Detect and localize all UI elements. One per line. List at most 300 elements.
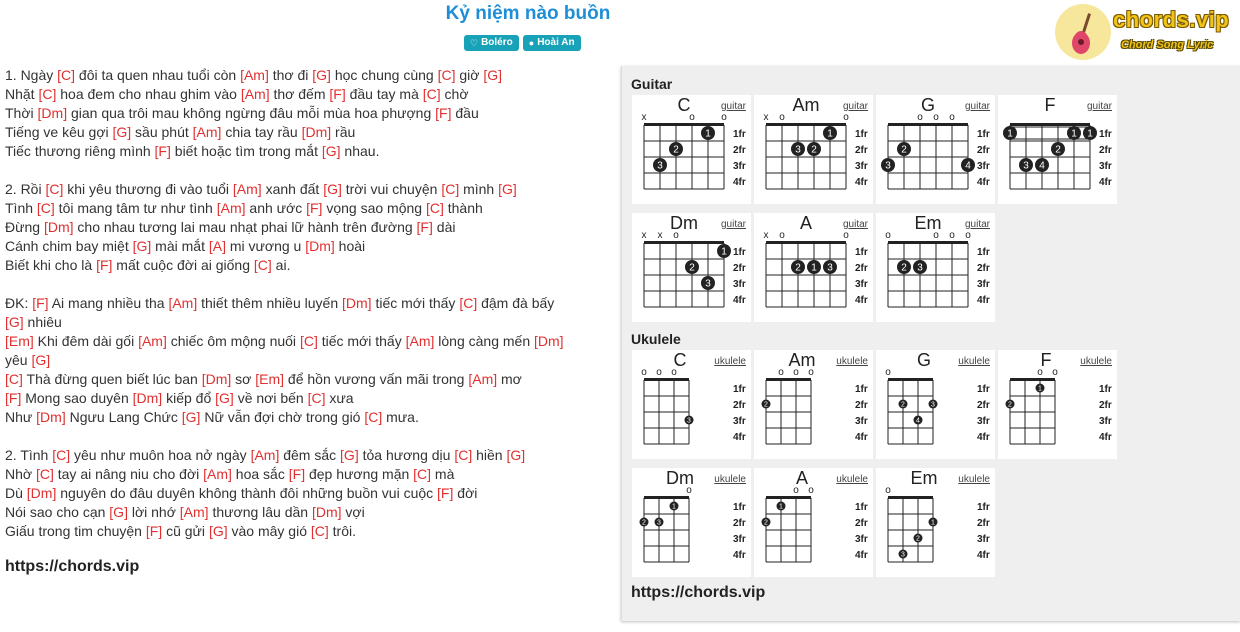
chord-diagram bbox=[754, 350, 873, 459]
open-string-marker: o bbox=[843, 230, 849, 241]
lyric-text: Thời bbox=[5, 105, 38, 121]
instrument-link[interactable]: guitar bbox=[964, 219, 990, 230]
chord-marker[interactable]: [G] bbox=[109, 504, 128, 520]
instrument-link[interactable]: ukulele bbox=[836, 474, 868, 485]
instrument-link[interactable]: guitar bbox=[720, 101, 746, 112]
nut bbox=[888, 378, 933, 381]
chord-name: Am bbox=[792, 95, 820, 115]
instrument-link[interactable]: ukulele bbox=[714, 474, 746, 485]
lyric-text: lòng càng mến bbox=[434, 333, 534, 349]
fret-label: 4fr bbox=[855, 295, 868, 306]
open-string-marker: o bbox=[779, 230, 785, 241]
nut bbox=[644, 496, 689, 499]
nut bbox=[644, 241, 724, 244]
chord-diagram bbox=[754, 213, 873, 322]
stanza-gap bbox=[5, 275, 615, 294]
chord-marker[interactable]: [Em] bbox=[5, 333, 34, 349]
chord-diagram bbox=[876, 95, 995, 204]
finger-number: 2 bbox=[1055, 144, 1061, 156]
lyric-text: học chung cùng bbox=[330, 67, 438, 83]
instrument-link[interactable]: ukulele bbox=[958, 356, 990, 367]
lyric-text: nguyên do đâu duyên không thành đôi những buồn vui cuộc bbox=[56, 485, 438, 501]
lyric-text: hoa đem cho nhau ghim vào bbox=[56, 86, 241, 102]
lyric-text: ĐK: bbox=[5, 295, 33, 311]
lyric-text: 2. Tình bbox=[5, 447, 53, 463]
lyric-text: vào mây gió bbox=[227, 523, 311, 539]
finger-number: 3 bbox=[795, 144, 801, 156]
song-badges bbox=[464, 35, 581, 51]
chord-marker[interactable]: [G] bbox=[181, 409, 201, 425]
chord-marker[interactable]: [C] bbox=[437, 67, 456, 83]
lyric-text: 2. Rồi bbox=[5, 181, 46, 197]
chord-marker[interactable]: [C] bbox=[253, 257, 272, 273]
song-title: Kỷ niệm nào buồn bbox=[445, 3, 611, 24]
lyric-line bbox=[5, 522, 615, 541]
open-string-marker: o bbox=[885, 367, 891, 378]
chord-marker[interactable]: [Dm] bbox=[37, 105, 68, 121]
chord-marker[interactable]: [F] bbox=[435, 105, 452, 121]
fret-label: 1fr bbox=[977, 502, 990, 513]
finger-number: 2 bbox=[811, 144, 817, 156]
chord-marker[interactable]: [Dm] bbox=[534, 333, 564, 349]
lyric-text: đêm sắc bbox=[279, 447, 341, 463]
chord-marker[interactable]: [Am] bbox=[240, 86, 270, 102]
fret-label: 2fr bbox=[977, 518, 990, 529]
chord-marker[interactable]: [G] bbox=[498, 181, 517, 197]
open-string-marker: o bbox=[949, 230, 955, 241]
chord-marker[interactable]: [F] bbox=[288, 466, 306, 482]
chord-marker[interactable]: [F] bbox=[416, 219, 433, 235]
chord-diagram bbox=[632, 95, 751, 204]
lyric-text: Dù bbox=[5, 485, 27, 501]
fret-label: 2fr bbox=[1099, 400, 1112, 411]
site-logo[interactable] bbox=[1055, 3, 1235, 61]
lyric-text: tiếc mới thấy bbox=[317, 333, 406, 349]
chord-name: A bbox=[799, 213, 812, 233]
lyric-text: để hồn vương vấn mãi trong bbox=[284, 371, 469, 387]
lyric-text: về nơi bến bbox=[233, 390, 308, 406]
finger-number: 1 bbox=[931, 519, 935, 527]
nut bbox=[1010, 123, 1090, 126]
chord-marker[interactable]: [C] bbox=[454, 447, 473, 463]
chord-marker[interactable]: [Dm] bbox=[36, 409, 66, 425]
lyric-line bbox=[5, 313, 615, 332]
guitar-chord-card[interactable] bbox=[876, 95, 995, 204]
chord-marker[interactable]: [Dm] bbox=[132, 390, 163, 406]
chord-marker[interactable]: [F] bbox=[5, 390, 22, 406]
fret-label: 3fr bbox=[1099, 161, 1112, 172]
lyric-text: thành bbox=[443, 200, 483, 216]
lyric-text: hoài bbox=[334, 238, 366, 254]
lyric-text: gian qua trôi mau không ngừng đâu mỗi mùa hoa phượng bbox=[67, 105, 436, 121]
lyric-text: xanh đất bbox=[261, 181, 324, 197]
fret-label: 1fr bbox=[1099, 384, 1112, 395]
nut bbox=[766, 496, 811, 499]
chord-marker[interactable]: [G] bbox=[215, 390, 234, 406]
fret-label: 2fr bbox=[855, 145, 868, 156]
fret-label: 4fr bbox=[733, 177, 746, 188]
fret-label: 1fr bbox=[855, 247, 868, 258]
lyric-line bbox=[5, 66, 615, 85]
heart-icon: ♡ bbox=[470, 38, 479, 48]
fret-label: 2fr bbox=[855, 400, 868, 411]
instrument-link[interactable]: guitar bbox=[1086, 101, 1112, 112]
lyric-text: mất cuộc đời ai giống bbox=[112, 257, 254, 273]
fret-label: 4fr bbox=[977, 295, 990, 306]
ukulele-chord-card[interactable] bbox=[998, 350, 1117, 459]
chord-marker[interactable]: [Am] bbox=[468, 371, 498, 387]
chord-marker[interactable]: [Dm] bbox=[201, 371, 232, 387]
open-string-marker: o bbox=[1037, 367, 1043, 378]
chord-marker[interactable]: [Am] bbox=[192, 124, 222, 140]
instrument-link[interactable]: guitar bbox=[720, 219, 746, 230]
lyric-text: chia tay rầu bbox=[221, 124, 302, 140]
chord-marker[interactable]: [Am] bbox=[405, 333, 435, 349]
fret-label: 1fr bbox=[733, 384, 746, 395]
lyric-text: khi yêu thương đi vào tuổi bbox=[63, 181, 233, 197]
nut bbox=[644, 378, 689, 381]
finger-number: 1 bbox=[1038, 385, 1042, 393]
chord-marker[interactable]: [F] bbox=[154, 143, 171, 159]
instrument-link[interactable]: guitar bbox=[964, 101, 990, 112]
chord-name: C bbox=[677, 95, 691, 115]
lyric-line bbox=[5, 446, 615, 465]
lyric-text: hoa sắc bbox=[231, 466, 289, 482]
fret-label: 3fr bbox=[855, 279, 868, 290]
open-string-marker: o bbox=[673, 230, 679, 241]
lyric-line bbox=[5, 389, 615, 408]
artist-label: Hoài An bbox=[537, 37, 575, 48]
lyric-text: trời vui chuyện bbox=[341, 181, 442, 197]
chord-marker[interactable]: [F] bbox=[96, 257, 113, 273]
lyric-text: Mong sao duyên bbox=[21, 390, 133, 406]
lyric-text: Thà đừng quen biết lúc ban bbox=[22, 371, 202, 387]
genre-badge[interactable] bbox=[464, 35, 519, 51]
muted-string-marker: x bbox=[763, 112, 769, 123]
chord-marker[interactable]: [Am] bbox=[216, 200, 246, 216]
guitar-chord-card[interactable] bbox=[754, 95, 873, 204]
chord-marker[interactable]: [C] bbox=[5, 371, 23, 387]
ukulele-chord-card[interactable] bbox=[754, 350, 873, 459]
chord-marker[interactable]: [G] bbox=[321, 143, 341, 159]
chord-marker[interactable]: [C] bbox=[459, 295, 478, 311]
chord-name: Dm bbox=[666, 468, 694, 488]
guitar-chord-card[interactable] bbox=[876, 213, 995, 322]
open-string-marker: o bbox=[656, 367, 662, 378]
chord-marker[interactable]: [Dm] bbox=[311, 504, 342, 520]
fret-label: 3fr bbox=[1099, 416, 1112, 427]
chord-marker[interactable]: [F] bbox=[437, 485, 454, 501]
chord-marker[interactable]: [Am] bbox=[203, 466, 232, 482]
finger-number: 3 bbox=[687, 417, 691, 425]
lyric-text: 1. Ngày bbox=[5, 67, 58, 83]
fret-label: 4fr bbox=[733, 432, 746, 443]
lyric-text: nhau. bbox=[340, 143, 380, 159]
guitar-chord-card[interactable] bbox=[998, 95, 1117, 204]
lyric-text: sầu phút bbox=[131, 124, 193, 140]
chord-name: G bbox=[916, 350, 931, 370]
chord-marker[interactable]: [C] bbox=[422, 86, 441, 102]
chord-marker[interactable]: [Am] bbox=[240, 67, 269, 83]
chord-marker[interactable]: [G] bbox=[506, 447, 526, 463]
chord-marker[interactable]: [Am] bbox=[138, 333, 167, 349]
lyric-text: vọng sao mộng bbox=[322, 200, 426, 216]
user-icon: ● bbox=[528, 38, 535, 48]
finger-number: 2 bbox=[1008, 401, 1012, 409]
fret-label: 3fr bbox=[977, 279, 990, 290]
lyric-text: sơ bbox=[231, 371, 256, 387]
lyric-text: nhiêu bbox=[23, 314, 62, 330]
chord-marker[interactable]: [C] bbox=[36, 200, 55, 216]
chord-marker[interactable]: [G] bbox=[208, 523, 228, 539]
chord-marker[interactable]: [C] bbox=[307, 390, 326, 406]
fret-label: 4fr bbox=[977, 550, 990, 561]
lyric-text: tỏa hương dịu bbox=[358, 447, 455, 463]
finger-number: 1 bbox=[827, 128, 833, 140]
chord-diagram bbox=[754, 95, 873, 204]
finger-number: 2 bbox=[673, 144, 679, 156]
finger-number: 3 bbox=[657, 519, 661, 527]
instrument-link[interactable]: ukulele bbox=[714, 356, 746, 367]
ukulele-chord-card[interactable] bbox=[876, 350, 995, 459]
lyric-text: thơ đi bbox=[268, 67, 313, 83]
fret-label: 4fr bbox=[977, 177, 990, 188]
chord-marker[interactable]: [C] bbox=[52, 447, 71, 463]
fret-label: 4fr bbox=[855, 550, 868, 561]
open-string-marker: o bbox=[808, 367, 814, 378]
open-string-marker: o bbox=[965, 230, 971, 241]
chord-marker[interactable]: [C] bbox=[299, 333, 318, 349]
open-string-marker: o bbox=[885, 230, 891, 241]
lyric-text: Như bbox=[5, 409, 37, 425]
finger-number: 2 bbox=[916, 535, 920, 543]
chord-marker[interactable]: [Dm] bbox=[342, 295, 372, 311]
lyric-text: mơ bbox=[497, 371, 522, 387]
lyric-text: Nhờ bbox=[5, 466, 36, 482]
ukulele-chord-card[interactable] bbox=[632, 350, 751, 459]
lyric-text: đầu bbox=[451, 105, 479, 121]
fret-label: 2fr bbox=[977, 263, 990, 274]
chord-marker[interactable]: [Em] bbox=[255, 371, 285, 387]
fret-label: 1fr bbox=[977, 129, 990, 140]
chord-name: G bbox=[920, 95, 935, 115]
chord-marker[interactable]: [G] bbox=[132, 238, 152, 254]
lyric-line bbox=[5, 351, 615, 370]
artist-badge[interactable] bbox=[523, 35, 581, 51]
chord-diagram bbox=[876, 468, 995, 577]
finger-number: 4 bbox=[1039, 160, 1045, 172]
chord-marker[interactable]: [C] bbox=[441, 181, 460, 197]
fret-label: 2fr bbox=[855, 518, 868, 529]
lyric-text: đời bbox=[453, 485, 478, 501]
chord-marker[interactable]: [C] bbox=[425, 200, 444, 216]
guitar-chord-card[interactable] bbox=[754, 213, 873, 322]
finger-number: 1 bbox=[811, 262, 817, 274]
chord-diagram bbox=[754, 468, 873, 577]
chord-marker[interactable]: [G] bbox=[31, 352, 51, 368]
fret-label: 3fr bbox=[733, 534, 746, 545]
chord-marker[interactable]: [G] bbox=[5, 314, 24, 330]
finger-number: 3 bbox=[705, 278, 711, 290]
instrument-link[interactable]: ukulele bbox=[836, 356, 868, 367]
nut bbox=[766, 378, 811, 381]
muted-string-marker: x bbox=[763, 230, 769, 241]
guitar-icon bbox=[1069, 11, 1101, 57]
lyric-text: mình bbox=[459, 181, 499, 197]
lyric-text: đầu tay mà bbox=[345, 86, 423, 102]
lyric-text: biết hoặc tìm trong mắt bbox=[170, 143, 322, 159]
chord-marker[interactable]: [Dm] bbox=[301, 124, 332, 140]
chord-marker[interactable]: [F] bbox=[145, 523, 163, 539]
chord-marker[interactable]: [Dm] bbox=[43, 219, 74, 235]
lyric-text: chiếc ôm mộng nuối bbox=[166, 333, 300, 349]
lyric-text: thương lâu dần bbox=[208, 504, 312, 520]
chord-marker[interactable]: [C] bbox=[413, 466, 432, 482]
finger-number: 1 bbox=[1007, 128, 1013, 140]
lyric-text: Nữ vẫn đợi chờ trong gió bbox=[200, 409, 365, 425]
finger-number: 1 bbox=[1071, 128, 1077, 140]
open-string-marker: o bbox=[1052, 367, 1058, 378]
chord-name: Em bbox=[914, 213, 942, 233]
site-url[interactable]: https://chords.vip bbox=[5, 558, 140, 575]
fret-label: 2fr bbox=[977, 145, 990, 156]
fret-label: 1fr bbox=[855, 384, 868, 395]
chord-marker[interactable]: [F] bbox=[329, 86, 346, 102]
fret-label: 2fr bbox=[855, 263, 868, 274]
chord-marker[interactable]: [Am] bbox=[250, 447, 280, 463]
finger-number: 3 bbox=[901, 551, 905, 559]
lyric-text: rầu bbox=[331, 124, 356, 140]
chord-marker[interactable]: [G] bbox=[112, 124, 132, 140]
lyric-line bbox=[5, 123, 615, 142]
chord-marker[interactable]: [F] bbox=[32, 295, 49, 311]
finger-number: 4 bbox=[965, 160, 971, 172]
finger-number: 3 bbox=[885, 160, 891, 172]
chord-marker[interactable]: [G] bbox=[483, 67, 502, 83]
chord-marker[interactable]: [C] bbox=[364, 409, 383, 425]
lyric-text: mà bbox=[431, 466, 455, 482]
lyric-line bbox=[5, 142, 615, 161]
chord-marker[interactable]: [C] bbox=[45, 181, 64, 197]
lyric-line bbox=[5, 484, 615, 503]
chord-marker[interactable]: [Am] bbox=[179, 504, 209, 520]
lyric-line bbox=[5, 332, 615, 351]
chord-marker[interactable]: [Dm] bbox=[26, 485, 57, 501]
chord-marker[interactable]: [C] bbox=[57, 67, 76, 83]
chord-marker[interactable]: [G] bbox=[323, 181, 342, 197]
chord-marker[interactable]: [Dm] bbox=[305, 238, 335, 254]
lyric-line bbox=[5, 465, 615, 484]
ukulele-chord-card[interactable] bbox=[632, 468, 751, 577]
lyric-text: thơ đếm bbox=[269, 86, 330, 102]
genre-label: Boléro bbox=[481, 37, 513, 48]
lyric-line bbox=[5, 503, 615, 522]
open-string-marker: o bbox=[933, 230, 939, 241]
panel-site-url[interactable]: https://chords.vip bbox=[631, 584, 766, 601]
chord-marker[interactable]: [Am] bbox=[168, 295, 198, 311]
finger-number: 3 bbox=[657, 160, 663, 172]
lyric-text: tiếc mới thấy bbox=[371, 295, 460, 311]
chord-marker[interactable]: [C] bbox=[35, 466, 54, 482]
chord-diagram bbox=[632, 213, 751, 322]
chord-name: Em bbox=[910, 468, 938, 488]
instrument-link[interactable]: ukulele bbox=[1080, 356, 1112, 367]
lyric-text: yêu bbox=[5, 352, 32, 368]
lyric-text: kiếp đổ bbox=[162, 390, 216, 406]
fret-label: 2fr bbox=[733, 263, 746, 274]
chord-marker[interactable]: [C] bbox=[310, 523, 329, 539]
lyric-text: anh ước bbox=[245, 200, 307, 216]
fret-label: 3fr bbox=[977, 416, 990, 427]
fret-label: 3fr bbox=[855, 161, 868, 172]
guitar-chord-card[interactable] bbox=[632, 95, 751, 204]
lyric-text: Tình bbox=[5, 200, 37, 216]
chord-diagram bbox=[632, 350, 751, 459]
fret-label: 1fr bbox=[855, 502, 868, 513]
lyric-text: Ai mang nhiều tha bbox=[48, 295, 169, 311]
open-string-marker: o bbox=[641, 367, 647, 378]
lyric-text: đôi ta quen nhau tuổi còn bbox=[75, 67, 241, 83]
muted-string-marker: x bbox=[641, 112, 647, 123]
fret-label: 4fr bbox=[733, 550, 746, 561]
chord-marker[interactable]: [Am] bbox=[232, 181, 262, 197]
open-string-marker: o bbox=[808, 485, 814, 496]
chord-name: Dm bbox=[670, 213, 698, 233]
lyric-line bbox=[5, 104, 615, 123]
lyric-text: trôi. bbox=[328, 523, 356, 539]
stanza-gap bbox=[5, 161, 615, 180]
lyric-line bbox=[5, 237, 615, 256]
lyric-text: ai. bbox=[271, 257, 291, 273]
chord-marker[interactable]: [C] bbox=[38, 86, 57, 102]
lyric-line bbox=[5, 180, 615, 199]
instrument-link[interactable]: guitar bbox=[842, 101, 868, 112]
instrument-link[interactable]: guitar bbox=[842, 219, 868, 230]
chord-marker[interactable]: [G] bbox=[340, 447, 359, 463]
ukulele-chord-card[interactable] bbox=[754, 468, 873, 577]
fret-label: 2fr bbox=[733, 518, 746, 529]
open-string-marker: o bbox=[793, 367, 799, 378]
open-string-marker: o bbox=[917, 112, 923, 123]
finger-number: 2 bbox=[689, 262, 695, 274]
finger-number: 2 bbox=[795, 262, 801, 274]
chord-name: F bbox=[1040, 350, 1052, 370]
lyric-text: Giấu trong tim chuyện bbox=[5, 523, 146, 539]
lyric-line bbox=[5, 199, 615, 218]
fret-label: 3fr bbox=[977, 534, 990, 545]
instrument-link[interactable]: ukulele bbox=[958, 474, 990, 485]
open-string-marker: o bbox=[779, 112, 785, 123]
fret-label: 1fr bbox=[977, 384, 990, 395]
fret-label: 1fr bbox=[733, 247, 746, 258]
chord-marker[interactable]: [G] bbox=[312, 67, 331, 83]
lyric-text: Cánh chim bay miệt bbox=[5, 238, 133, 254]
chord-marker[interactable]: [F] bbox=[306, 200, 323, 216]
open-string-marker: o bbox=[689, 112, 695, 123]
lyric-text: xưa bbox=[325, 390, 354, 406]
logo-name: chords.vip bbox=[1113, 7, 1230, 32]
lyric-line bbox=[5, 294, 615, 313]
lyric-text: Biết khi cho là bbox=[5, 257, 97, 273]
open-string-marker: o bbox=[778, 367, 784, 378]
chord-marker[interactable]: [A] bbox=[208, 238, 226, 254]
muted-string-marker: x bbox=[657, 230, 663, 241]
ukulele-chord-card[interactable] bbox=[876, 468, 995, 577]
fret-label: 3fr bbox=[733, 416, 746, 427]
open-string-marker: o bbox=[671, 367, 677, 378]
lyric-text: Ngưu Lang Chức bbox=[65, 409, 182, 425]
guitar-chord-card[interactable] bbox=[632, 213, 751, 322]
